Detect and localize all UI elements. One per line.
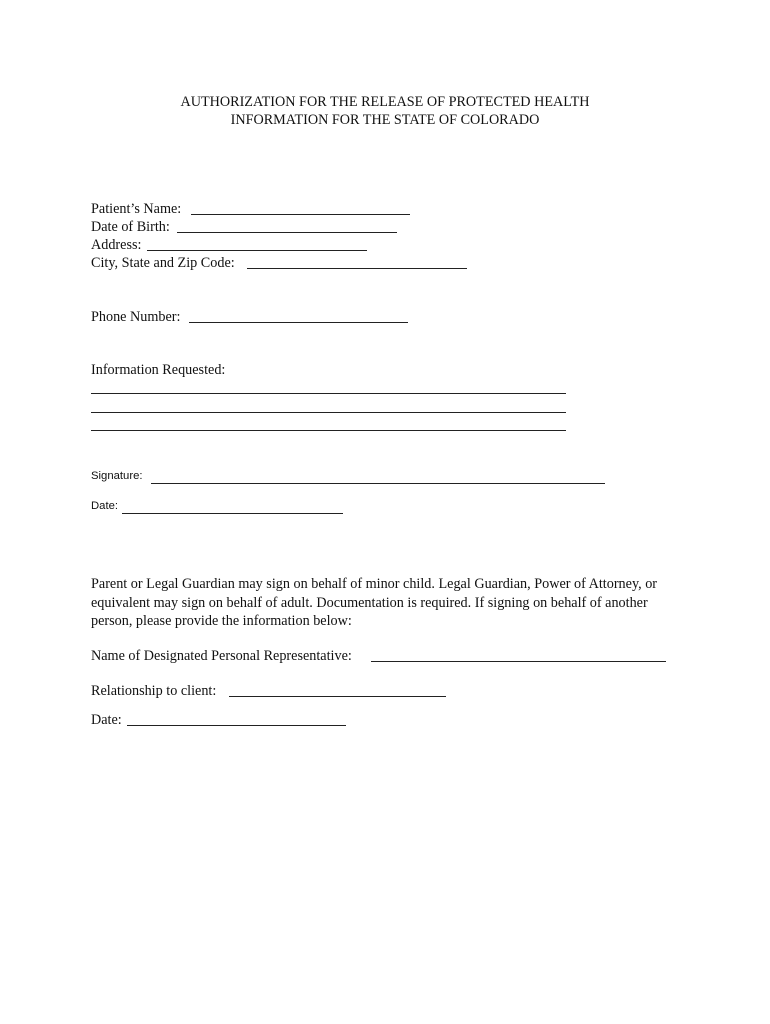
phone-number-label: Phone Number: — [91, 309, 181, 325]
representative-name-label: Name of Designated Personal Representative: — [91, 648, 352, 664]
information-requested-line-2[interactable] — [91, 412, 566, 413]
phone-number-field[interactable] — [189, 322, 408, 323]
representative-date-label: Date: — [91, 712, 122, 728]
address-field[interactable] — [147, 250, 367, 251]
representative-instructions: Parent or Legal Guardian may sign on behalf of minor child. Legal Guardian, Power of Attorney, or equivalent may sign on behalf of adult. Documentation is required. If signing on behalf of another person, please provide the information below: — [91, 576, 658, 629]
information-requested-line-3[interactable] — [91, 430, 566, 431]
signature-date-field[interactable] — [122, 513, 343, 514]
information-requested-line-1[interactable] — [91, 393, 566, 394]
representative-date-field[interactable] — [127, 725, 346, 726]
date-of-birth-label: Date of Birth: — [91, 219, 170, 235]
signature-label: Signature: — [91, 470, 143, 482]
signature-date-label: Date: — [91, 500, 119, 512]
relationship-field[interactable] — [229, 696, 446, 697]
document-title-line-2: INFORMATION FOR THE STATE OF COLORADO — [230, 112, 540, 128]
relationship-label: Relationship to client: — [91, 683, 217, 699]
patient-name-label: Patient’s Name: — [91, 201, 182, 217]
patient-name-field[interactable] — [191, 214, 410, 215]
date-of-birth-field[interactable] — [177, 232, 397, 233]
representative-name-field[interactable] — [371, 661, 666, 662]
address-label: Address: — [91, 237, 142, 253]
signature-field[interactable] — [151, 483, 605, 484]
city-state-zip-field[interactable] — [247, 268, 467, 269]
city-state-zip-label: City, State and Zip Code: — [91, 255, 235, 271]
information-requested-label: Information Requested: — [91, 362, 226, 378]
document-title-line-1: AUTHORIZATION FOR THE RELEASE OF PROTECTED HEALTH — [180, 94, 590, 110]
